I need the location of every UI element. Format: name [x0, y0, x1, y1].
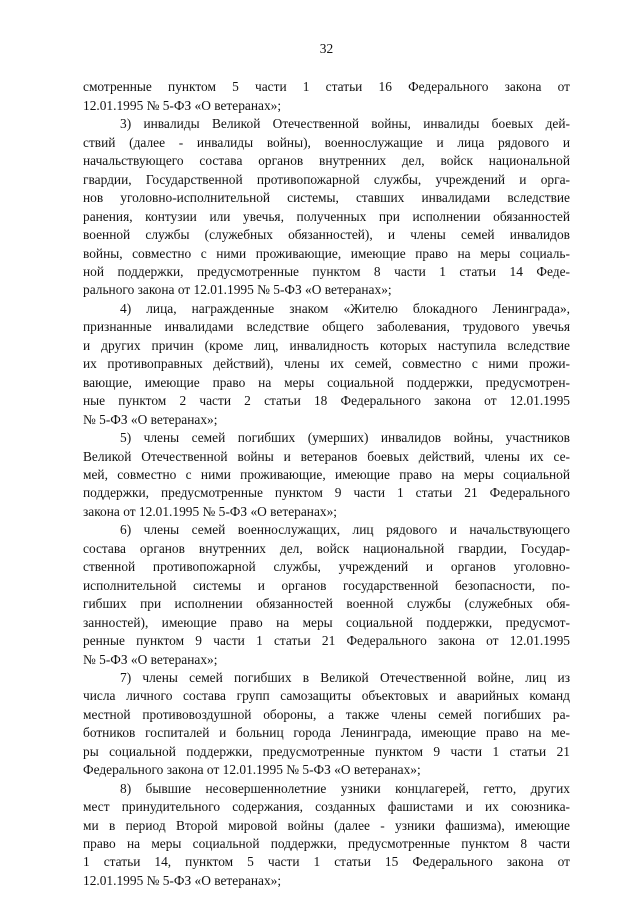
document-page: [83, 40, 570, 890]
text-line: 3) инвалиды Великой Отечественной войны, инвалиды боевых дей-: [120, 116, 570, 132]
paragraph-item-6: [83, 521, 570, 669]
text-line: № 5-ФЗ «О ветеранах»;: [83, 411, 218, 427]
text-line: исполнительной системы и органов государственной безопасности, по-: [83, 577, 570, 593]
text-line: рального закона от 12.01.1995 № 5-ФЗ «О ветеранах»;: [83, 282, 392, 298]
text-line: поддержки, предусмотренные пунктом 9 части 1 статьи 21 Федерального: [83, 485, 570, 501]
text-line: № 5-ФЗ «О ветеранах»;: [83, 651, 218, 667]
text-line: 7) члены семей погибших в Великой Отечественной войне, лиц из: [120, 669, 570, 685]
text-line: ственной противопожарной службы, учреждений и органов уголовно-: [83, 559, 570, 575]
text-line: ренные пунктом 9 части 1 статьи 21 Федерального закона от 12.01.1995: [83, 633, 570, 649]
text-line: 1 статьи 14, пунктом 5 части 1 статьи 15 Федерального закона от: [83, 854, 570, 870]
text-line: ные пунктом 2 части 2 статьи 18 Федерального закона от 12.01.1995: [83, 393, 570, 409]
text-line: мей, совместно с ними проживающие, имеющие право на меры социальной: [83, 466, 570, 482]
page-number: 32: [319, 41, 334, 56]
text-line: ботников госпиталей и больниц города Ленинграда, имеющие право на ме-: [83, 725, 570, 741]
text-line: гвардии, Государственной противопожарной службы, учреждений и орга-: [83, 171, 570, 187]
text-line: их противоправных действий), члены их семей, совместно с ними прожи-: [83, 356, 570, 372]
text-line: право на меры социальной поддержки, предусмотренные пунктом 8 части: [83, 836, 570, 852]
text-line: войны, совместно с ними проживающие, имеющие право на меры социаль-: [83, 245, 570, 261]
text-line: признанные инвалидами вследствие общего заболевания, трудового увечья: [83, 319, 570, 335]
text-line: 6) члены семей военнослужащих, лиц рядового и начальствующего: [120, 522, 570, 538]
text-line: 8) бывшие несовершеннолетние узники концлагерей, гетто, других: [120, 780, 570, 796]
text-line: 5) члены семей погибших (умерших) инвалидов войны, участников: [120, 430, 570, 446]
text-line: ствий (далее - инвалиды войны), военнослужащие и лица рядового и: [83, 134, 570, 150]
text-line: 12.01.1995 № 5-ФЗ «О ветеранах»;: [83, 872, 282, 888]
text-line: ры социальной поддержки, предусмотренные пунктом 9 части 1 статьи 21: [83, 743, 570, 759]
text-line: вающие, имеющие право на меры социальной поддержки, предусмотрен-: [83, 374, 570, 390]
text-line: ранения, контузии или увечья, полученных при исполнении обязанностей: [83, 208, 570, 224]
paragraph-item-4: [83, 300, 570, 429]
text-line: мест принудительного содержания, созданных фашистами и их союзника-: [83, 799, 570, 815]
text-line: нов уголовно-исполнительной системы, ставших инвалидами вследствие: [83, 190, 570, 206]
text-line: и других причин (кроме лиц, инвалидность которых наступила вследствие: [83, 337, 570, 353]
text-line: состава органов внутренних дел, войск национальной гвардии, Государ-: [83, 540, 570, 556]
text-line: смотренные пунктом 5 части 1 статьи 16 Федерального закона от: [83, 79, 570, 95]
document-body: [83, 78, 570, 890]
text-line: числа личного состава групп самозащиты объектовых и аварийных команд: [83, 688, 570, 704]
paragraph-item-8: [83, 780, 570, 891]
text-line: ми в период Второй мировой войны (далее - узники фашизма), имеющие: [83, 817, 570, 833]
text-line: 4) лица, награжденные знаком «Жителю блокадного Ленинграда»,: [120, 300, 570, 316]
text-line: гибших при исполнении обязанностей военной службы (служебных обя-: [83, 596, 570, 612]
text-line: 12.01.1995 № 5-ФЗ «О ветеранах»;: [83, 97, 282, 113]
paragraph-item-7: [83, 669, 570, 780]
text-line: занностей), имеющие право на меры социальной поддержки, предусмот-: [83, 614, 570, 630]
text-line: местной противовоздушной обороны, а также члены семей погибших ра-: [83, 706, 570, 722]
text-line: военной службы (служебных обязанностей), и члены семей инвалидов: [83, 227, 570, 243]
paragraph-continuation: [83, 78, 570, 115]
text-line: закона от 12.01.1995 № 5-ФЗ «О ветеранах»;: [83, 503, 338, 519]
text-line: Федерального закона от 12.01.1995 № 5-ФЗ «О ветеранах»;: [83, 762, 421, 778]
text-line: ной поддержки, предусмотренные пунктом 8 части 1 статьи 14 Феде-: [83, 263, 570, 279]
text-line: Великой Отечественной войны и ветеранов боевых действий, члены их се-: [83, 448, 570, 464]
paragraph-item-3: [83, 115, 570, 300]
paragraph-item-5: [83, 429, 570, 521]
text-line: начальствующего состава органов внутренних дел, войск национальной: [83, 153, 570, 169]
